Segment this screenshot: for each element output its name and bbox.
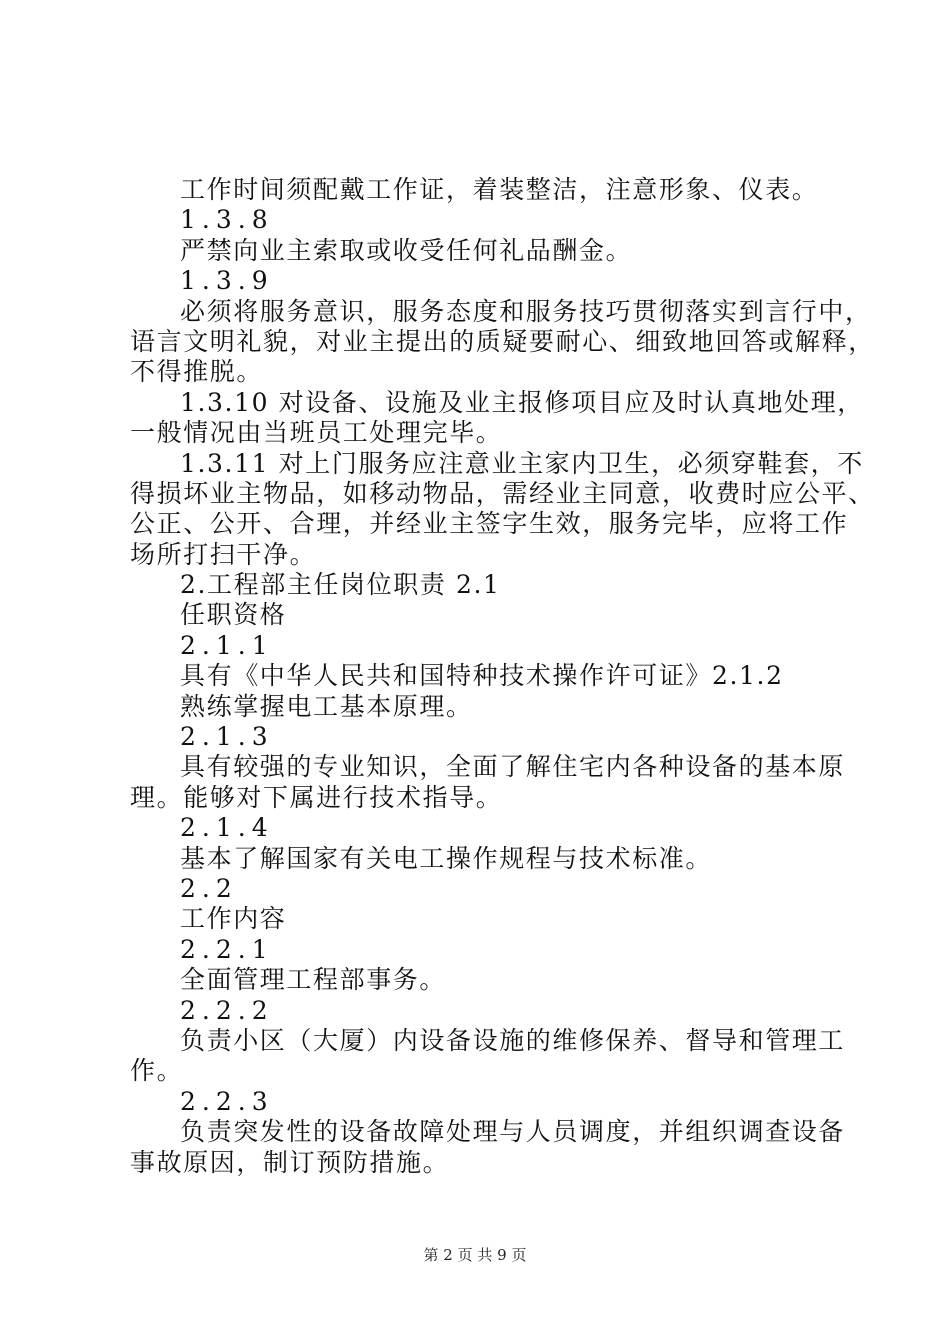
text-line: 作。 (130, 1056, 184, 1086)
section-number: 2.2 (180, 873, 238, 903)
section-number: 2.1.4 (180, 813, 274, 843)
text-line: 场所打扫干净。 (130, 539, 317, 569)
text-line: 1.3.11 对上门服务应注意业主家内卫生，必须穿鞋套，不 (180, 448, 864, 478)
page-footer: 第 2 页 共 9 页 (423, 1246, 527, 1264)
text-line: 基本了解国家有关电工操作规程与技术标准。 (180, 843, 713, 873)
text-line: 具有《中华人民共和国特种技术操作许可证》2.1.2 (180, 661, 784, 691)
section-number: 2.1.3 (180, 722, 274, 752)
text-line: 理。能够对下属进行技术指导。 (130, 782, 503, 812)
document-body (130, 175, 875, 1178)
text-line: 严禁向业主索取或收受任何礼品酬金。 (180, 235, 633, 265)
section-number: 1.3.8 (180, 205, 274, 235)
section-number: 2.2.3 (180, 1086, 274, 1116)
text-line: 一般情况由当班员工处理完毕。 (130, 418, 503, 448)
text-line: 语言文明礼貌，对业主提出的质疑要耐心、细致地回答或解释， (130, 326, 875, 356)
text-line: 工作时间须配戴工作证，着装整洁，注意形象、仪表。 (180, 175, 819, 204)
text-line: 负责突发性的设备故障处理与人员调度，并组织调查设备 (180, 1117, 846, 1147)
text-line: 事故原因，制订预防措施。 (130, 1147, 450, 1177)
text-line: 负责小区（大厦）内设备设施的维修保养、督导和管理工 (180, 1025, 846, 1055)
text-line: 2.工程部主任岗位职责 2.1 (180, 570, 501, 600)
text-line: 具有较强的专业知识，全面了解住宅内各种设备的基本原 (180, 752, 846, 782)
text-line: 必须将服务意识，服务态度和服务技巧贯彻落实到言行中， (180, 296, 872, 326)
text-line: 全面管理工程部事务。 (180, 965, 447, 995)
text-line: 任职资格 (180, 600, 287, 630)
text-line: 工作内容 (180, 904, 287, 934)
section-number: 2.2.1 (180, 934, 274, 964)
section-number: 2.2.2 (180, 995, 274, 1025)
text-line: 熟练掌握电工基本原理。 (180, 691, 473, 721)
section-number: 2.1.1 (180, 630, 274, 660)
text-line: 1.3.10 对设备、设施及业主报修项目应及时认真地处理， (180, 387, 864, 417)
text-line: 不得推脱。 (130, 357, 264, 387)
text-line: 得损坏业主物品，如移动物品，需经业主同意，收费时应公平、 (130, 478, 875, 508)
text-line: 公正、公开、合理，并经业主签字生效，服务完毕，应将工作 (130, 509, 849, 539)
section-number: 1.3.9 (180, 266, 274, 296)
